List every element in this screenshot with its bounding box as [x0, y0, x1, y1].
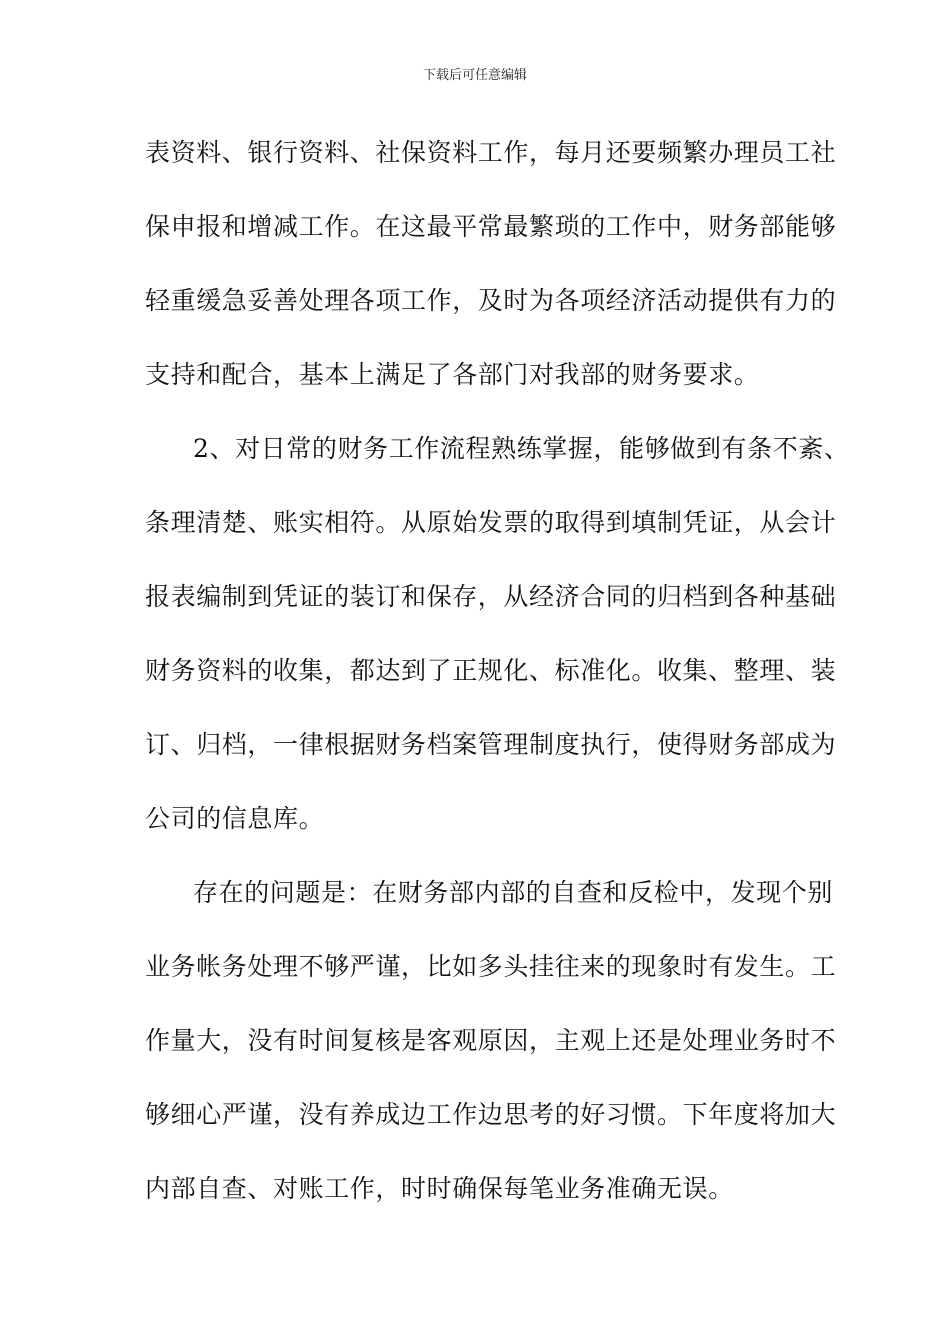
paragraph-1-line-4: 支持和配合，基本上满足了各部门对我部的财务要求。 — [145, 360, 760, 389]
paragraph-3-line-4: 够细心严谨，没有养成边工作边思考的好习惯。下年度将加大 — [145, 1100, 837, 1129]
paragraph-2-line-6: 公司的信息库。 — [145, 804, 325, 833]
paragraph-2-line-5: 订、归档，一律根据财务档案管理制度执行，使得财务部成为 — [145, 730, 837, 759]
paragraph-1-line-2: 保申报和增减工作。在这最平常最繁琐的工作中，财务部能够 — [145, 212, 837, 241]
paragraph-3-line-5: 内部自查、对账工作，时时确保每笔业务准确无误。 — [145, 1174, 734, 1203]
paragraph-2-line-2: 条理清楚、账实相符。从原始发票的取得到填制凭证，从会计 — [145, 508, 837, 537]
paragraph-2-line-1: 2、对日常的财务工作流程熟练掌握，能够做到有条不紊、 — [193, 434, 850, 463]
paragraph-3-line-1: 存在的问题是：在财务部内部的自查和反检中，发现个别 — [193, 878, 834, 907]
paragraph-1-line-1: 表资料、银行资料、社保资料工作，每月还要频繁办理员工社 — [145, 138, 837, 167]
paragraph-3-line-3: 作量大，没有时间复核是客观原因，主观上还是处理业务时不 — [145, 1026, 837, 1055]
paragraph-1-line-3: 轻重缓急妥善处理各项工作，及时为各项经济活动提供有力的 — [145, 286, 837, 315]
paragraph-2-line-3: 报表编制到凭证的装订和保存，从经济合同的归档到各种基础 — [145, 582, 837, 611]
paragraph-2-line-4: 财务资料的收集，都达到了正规化、标准化。收集、整理、装 — [145, 656, 837, 685]
paragraph-3-line-2: 业务帐务处理不够严谨，比如多头挂往来的现象时有发生。工 — [145, 952, 837, 981]
page-header: 下载后可任意编辑 — [422, 68, 527, 83]
